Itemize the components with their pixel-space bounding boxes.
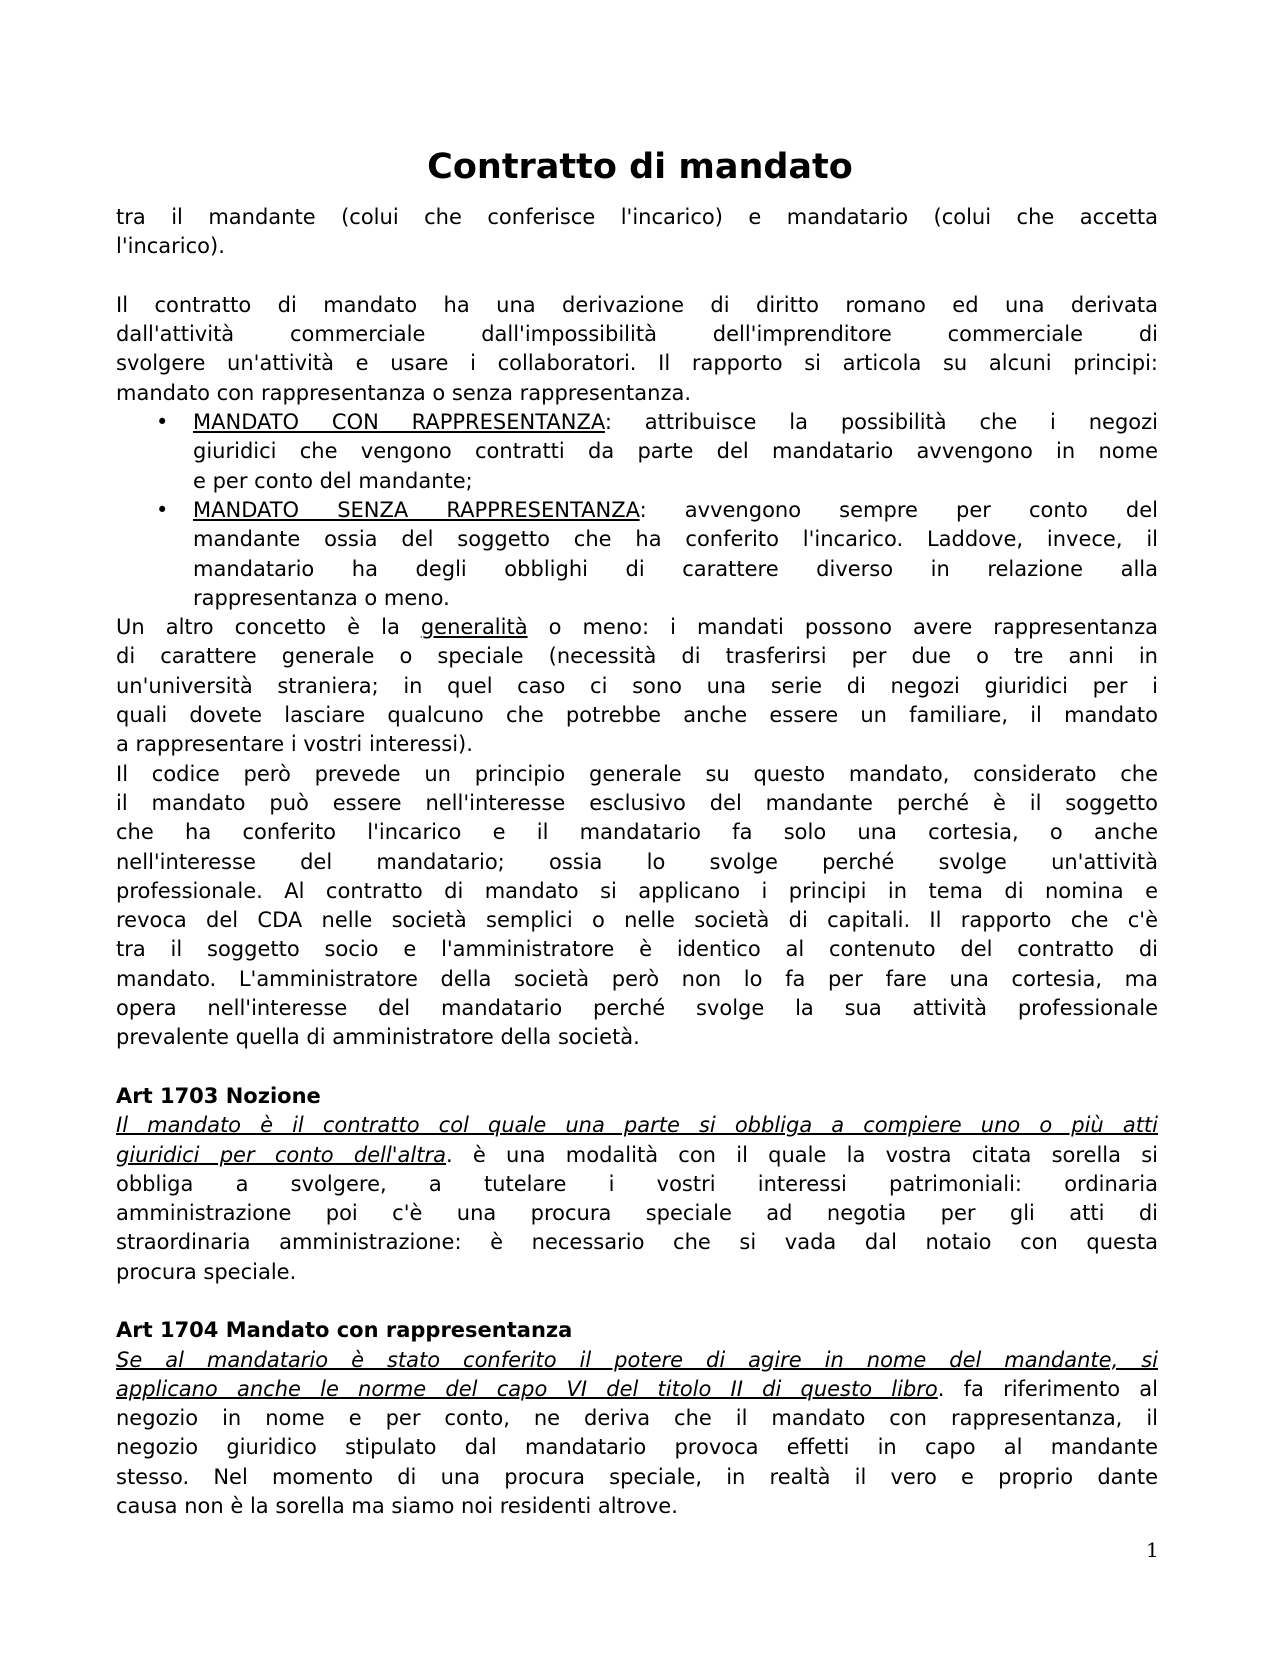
text-segment: negozio giuridico stipulato dal mandatario provoca effetti in capo al mandante <box>116 1435 1158 1460</box>
text-segment: straordinaria amministrazione: è necessario che si vada dal notaio con questa <box>116 1230 1158 1255</box>
text-line <box>116 672 1158 701</box>
section-heading: Art 1704 Mandato con rappresentanza <box>116 1318 573 1343</box>
text-line <box>116 730 1158 759</box>
text-line <box>116 789 1158 818</box>
emphasized-text: applicano anche le norme del capo VI del titolo II di questo libro <box>116 1376 938 1401</box>
text-line <box>116 379 1158 408</box>
paragraph <box>116 1111 1158 1287</box>
text-line <box>116 1404 1158 1433</box>
text-line <box>116 701 1158 730</box>
text-segment: o meno: i mandati possono avere rappresentanza <box>527 615 1158 640</box>
text-line <box>116 994 1158 1023</box>
text-line <box>193 496 1158 525</box>
text-line <box>116 291 1158 320</box>
emphasized-text: generalità <box>420 615 528 640</box>
emphasized-text: MANDATO CON RAPPRESENTANZA <box>193 410 605 435</box>
text-line <box>116 1141 1158 1170</box>
text-line <box>116 1492 1158 1521</box>
text-line <box>193 437 1158 466</box>
text-line <box>116 906 1158 935</box>
text-segment: a rappresentare i vostri interessi). <box>116 732 473 757</box>
text-line <box>116 203 1158 232</box>
text-segment: tra il soggetto socio e l'amministratore è identico al contenuto del contratto di <box>116 937 1158 962</box>
document-body <box>116 203 1158 1521</box>
text-segment: mandante ossia del soggetto che ha conferito l'incarico. Laddove, invece, il <box>193 527 1158 552</box>
paragraph <box>116 1346 1158 1522</box>
text-segment: revoca del CDA nelle società semplici o nelle società di capitali. Il rapporto che c'è <box>116 908 1158 933</box>
text-line <box>116 1463 1158 1492</box>
text-line <box>116 1433 1158 1462</box>
text-line <box>193 525 1158 554</box>
text-line <box>116 1023 1158 1052</box>
text-segment: un'università straniera; in quel caso ci sono una serie di negozi giuridici per i <box>116 673 1158 698</box>
bullet-icon: • <box>156 410 169 435</box>
text-segment: procura speciale. <box>116 1259 297 1284</box>
text-segment: che ha conferito l'incarico e il mandatario fa solo una cortesia, o anche <box>116 820 1158 845</box>
bullet-icon: • <box>156 497 169 522</box>
text-line <box>116 1170 1158 1199</box>
text-segment: mandato. L'amministratore della società però non lo fa per fare una cortesia, ma <box>116 966 1158 991</box>
text-line <box>193 584 1158 613</box>
text-line <box>116 935 1158 964</box>
text-segment: Il codice però prevede un principio generale su questo mandato, considerato che <box>116 761 1158 786</box>
text-line <box>116 232 1158 261</box>
text-line <box>116 848 1158 877</box>
text-segment: e per conto del mandante; <box>193 468 473 493</box>
emphasized-text: Se al mandatario è stato conferito il potere di agire in nome del mandante, si <box>116 1347 1158 1372</box>
text-segment: rappresentanza o meno. <box>193 585 450 610</box>
text-line <box>116 642 1158 671</box>
text-segment: mandatario ha degli obblighi di carattere diverso in relazione alla <box>193 556 1158 581</box>
text-segment: negozio in nome e per conto, ne deriva che il mandato con rappresentanza, il <box>116 1406 1158 1431</box>
text-segment: : attribuisce la possibilità che i negozi <box>604 410 1158 435</box>
document-title: Contratto di mandato <box>427 147 853 187</box>
emphasized-text: giuridici per conto dell'altra <box>116 1142 446 1167</box>
page-number: 1 <box>1146 1538 1159 1562</box>
text-segment: Un altro concetto è la <box>116 615 421 640</box>
text-segment: mandato con rappresentanza o senza rappresentanza. <box>116 380 692 405</box>
bullet-item <box>116 408 1158 496</box>
bullet-item <box>116 496 1158 613</box>
text-segment: professionale. Al contratto di mandato si applicano i principi in tema di nomina e <box>116 878 1158 903</box>
text-segment: amministrazione poi c'è una procura speciale ad negotia per gli atti di <box>116 1201 1158 1226</box>
text-segment: il mandato può essere nell'interesse esclusivo del mandante perché è il soggetto <box>116 790 1158 815</box>
text-line <box>193 408 1158 437</box>
text-line <box>116 965 1158 994</box>
blank-line <box>116 1053 1158 1082</box>
text-segment: : avvengono sempre per conto del <box>639 497 1158 522</box>
blank-line <box>116 1287 1158 1316</box>
text-segment: stesso. Nel momento di una procura speciale, in realtà il vero e proprio dante <box>116 1464 1158 1489</box>
text-segment: quali dovete lasciare qualcuno che potrebbe anche essere un familiare, il mandato <box>116 703 1158 728</box>
text-line <box>116 349 1158 378</box>
text-line <box>193 467 1158 496</box>
emphasized-text: MANDATO SENZA RAPPRESENTANZA <box>193 497 640 522</box>
text-segment: tra il mandante (colui che conferisce l'incarico) e mandatario (colui che accetta <box>116 205 1158 229</box>
text-line <box>116 1375 1158 1404</box>
text-line <box>116 760 1158 789</box>
paragraph <box>116 203 1158 262</box>
paragraph <box>116 613 1158 759</box>
text-line <box>116 1258 1158 1287</box>
text-segment: . fa riferimento al <box>937 1376 1158 1401</box>
blank-line <box>116 262 1158 291</box>
text-segment: nell'interesse del mandatario; ossia lo svolge perché svolge un'attività <box>116 849 1158 874</box>
paragraph <box>116 760 1158 1053</box>
text-line <box>116 613 1158 642</box>
text-line <box>116 877 1158 906</box>
emphasized-text: Il mandato è il contratto col quale una parte si obbliga a compiere uno o più atti <box>116 1113 1158 1138</box>
text-segment: Il contratto di mandato ha una derivazione di diritto romano ed una derivata <box>116 292 1158 317</box>
text-segment: . è una modalità con il quale la vostra citata sorella si <box>446 1142 1158 1167</box>
text-segment: l'incarico). <box>116 234 225 259</box>
text-line <box>193 555 1158 584</box>
text-segment: dall'attività commerciale dall'impossibilità dell'imprenditore commerciale di <box>116 322 1158 347</box>
text-segment: prevalente quella di amministratore della società. <box>116 1025 640 1050</box>
text-segment: opera nell'interesse del mandatario perché svolge la sua attività professionale <box>116 996 1158 1021</box>
text-segment: causa non è la sorella ma siamo noi residenti altrove. <box>116 1494 678 1519</box>
text-line <box>116 320 1158 349</box>
text-segment: svolgere un'attività e usare i collaboratori. Il rapporto si articola su alcuni principi: <box>116 351 1158 376</box>
text-line <box>116 1111 1158 1140</box>
text-line <box>116 1346 1158 1375</box>
section-heading: Art 1703 Nozione <box>116 1083 321 1108</box>
text-segment: di carattere generale o speciale (necessità di trasferirsi per due o tre anni in <box>116 644 1158 669</box>
text-line <box>116 818 1158 847</box>
text-line <box>116 1199 1158 1228</box>
text-line <box>116 1228 1158 1257</box>
text-segment: obbliga a svolgere, a tutelare i vostri interessi patrimoniali: ordinaria <box>116 1171 1158 1196</box>
paragraph <box>116 291 1158 408</box>
text-segment: giuridici che vengono contratti da parte del mandatario avvengono in nome <box>193 439 1158 464</box>
